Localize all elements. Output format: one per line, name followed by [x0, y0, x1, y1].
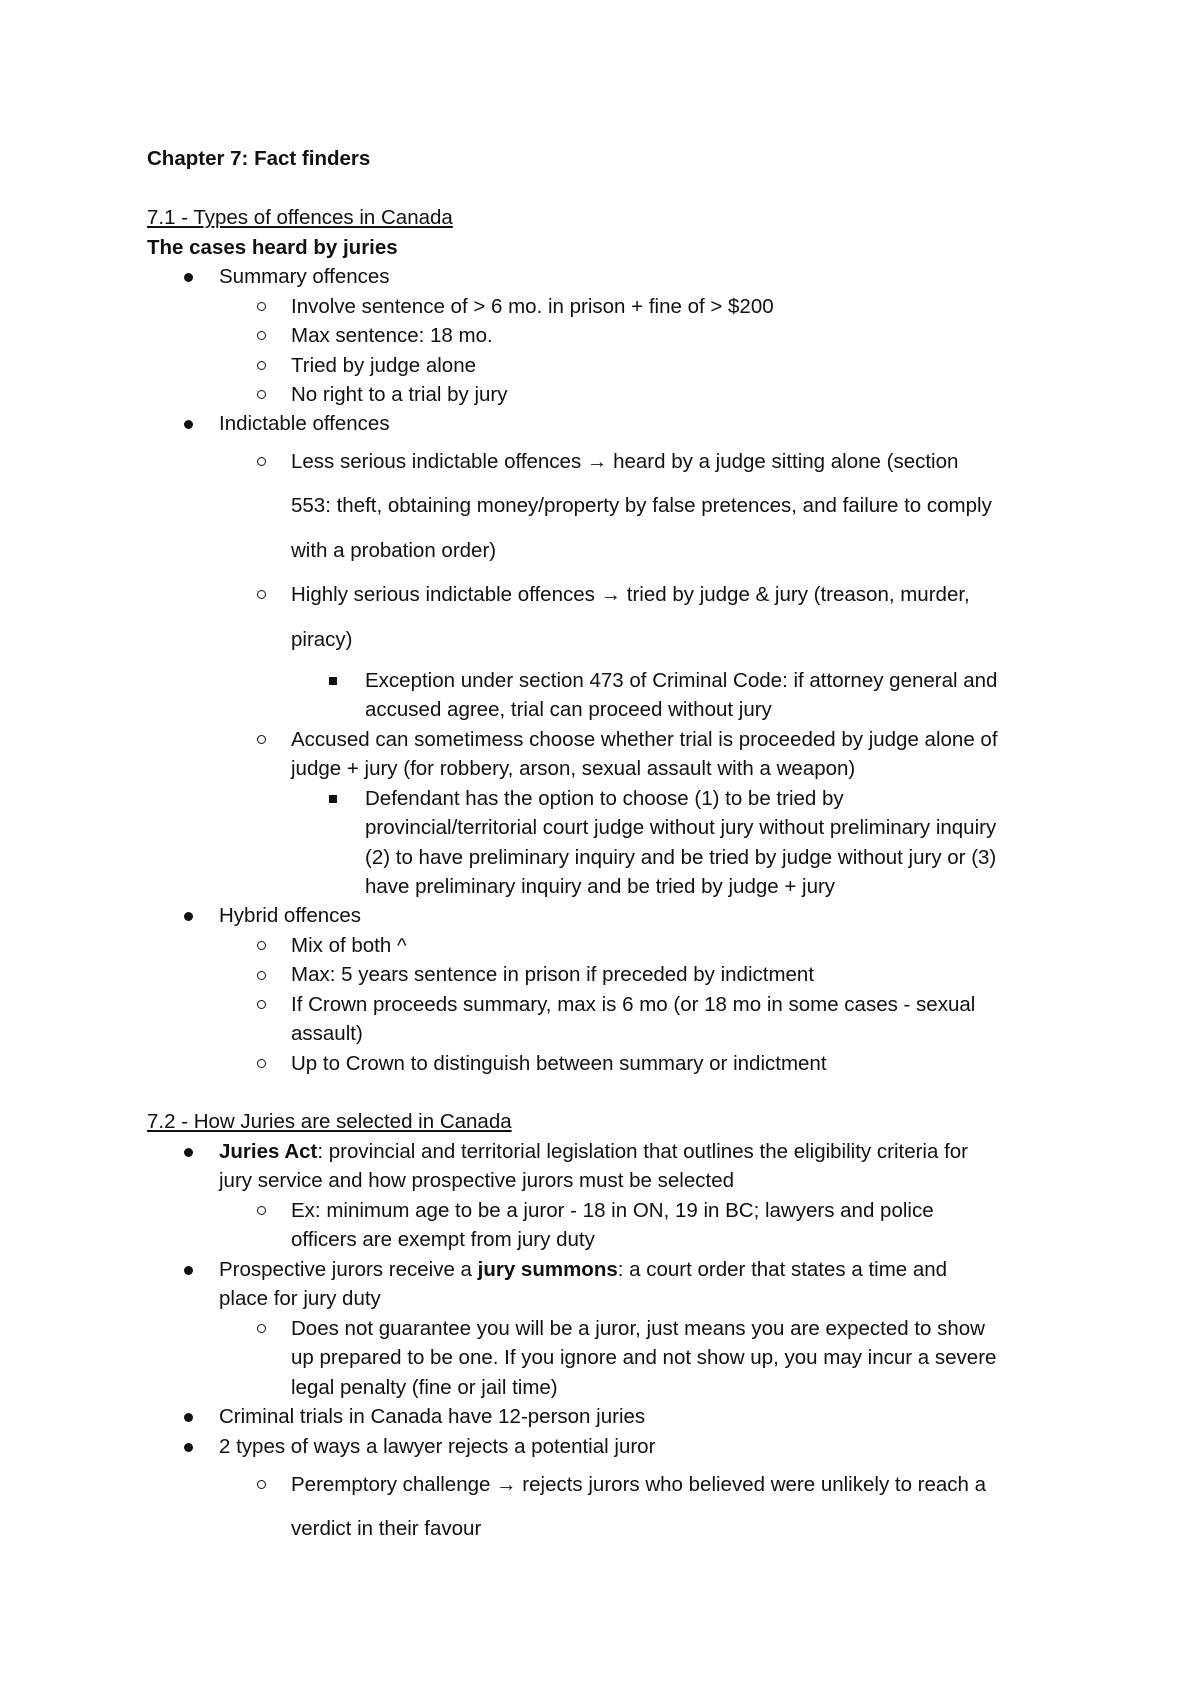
circle-bullet [257, 735, 266, 744]
disc-bullet [184, 912, 193, 921]
circle-bullet [257, 1206, 266, 1215]
section-7-2-heading: 7.2 - How Juries are selected in Canada [147, 1110, 512, 1133]
guarantee-line-3: legal penalty (fine or jail time) [291, 1376, 558, 1399]
circle-bullet [257, 331, 266, 340]
two-types-line: 2 types of ways a lawyer rejects a potential juror [219, 1435, 656, 1458]
crown-summary-line-2: assault) [291, 1022, 363, 1045]
circle-bullet [257, 1480, 266, 1489]
circle-bullet [257, 1324, 266, 1333]
section-7-1-subheading: The cases heard by juries [147, 236, 398, 259]
option-line-4: have preliminary inquiry and be tried by judge + jury [365, 875, 836, 898]
option-line-3: (2) to have preliminary inquiry and be tried by judge without jury or (3) [365, 846, 997, 869]
crown-summary-line-1: If Crown proceeds summary, max is 6 mo (or 18 mo in some cases - sexual [291, 993, 976, 1016]
summary-item-2: Max sentence: 18 mo. [291, 324, 493, 347]
disc-bullet [184, 1148, 193, 1157]
highly-serious-line-2: piracy) [291, 628, 353, 651]
summary-offences-label: Summary offences [219, 265, 390, 288]
exception-line-1: Exception under section 473 of Criminal Code: if attorney general and [365, 669, 998, 692]
circle-bullet [257, 390, 266, 399]
disc-bullet [184, 1413, 193, 1422]
disc-bullet [184, 420, 193, 429]
juries-act-term: Juries Act [219, 1140, 318, 1163]
highly-serious-line-1: Highly serious indictable offences → tried by judge & jury (treason, murder, [291, 583, 970, 606]
circle-bullet [257, 361, 266, 370]
peremptory-line-2: verdict in their favour [291, 1517, 482, 1540]
example-line-1: Ex: minimum age to be a juror - 18 in ON, 19 in BC; lawyers and police [291, 1199, 934, 1222]
option-line-2: provincial/territorial court judge without jury without preliminary inquiry [365, 816, 997, 839]
square-bullet [329, 795, 337, 803]
twelve-person-juries: Criminal trials in Canada have 12-person juries [219, 1405, 646, 1428]
hybrid-offences-label: Hybrid offences [219, 904, 362, 927]
peremptory-line-1: Peremptory challenge → rejects jurors who believed were unlikely to reach a [291, 1473, 987, 1496]
summons-line-1 [219, 1255, 947, 1285]
chapter-title: Chapter 7: Fact finders [147, 147, 371, 170]
summons-text-after: : a court order that states a time and [617, 1258, 948, 1281]
guarantee-line-1: Does not guarantee you will be a juror, just means you are expected to show [291, 1317, 985, 1340]
juries-act-line-1 [219, 1137, 968, 1167]
circle-bullet [257, 1000, 266, 1009]
circle-bullet [257, 590, 266, 599]
circle-bullet [257, 457, 266, 466]
summary-item-1: Involve sentence of > 6 mo. in prison + fine of > $200 [291, 295, 774, 318]
less-serious-line-2: 553: theft, obtaining money/property by false pretences, and failure to comply [291, 494, 992, 517]
hybrid-item-1: Mix of both ^ [291, 934, 407, 957]
disc-bullet [184, 1266, 193, 1275]
circle-bullet [257, 302, 266, 311]
square-bullet [329, 677, 337, 685]
summons-text-before: Prospective jurors receive a [219, 1258, 478, 1281]
exception-line-2: accused agree, trial can proceed without jury [365, 698, 772, 721]
choose-line-1: Accused can sometimess choose whether trial is proceeded by judge alone of [291, 728, 998, 751]
summary-item-4: No right to a trial by jury [291, 383, 508, 406]
circle-bullet [257, 1059, 266, 1068]
section-7-1-heading: 7.1 - Types of offences in Canada [147, 206, 453, 229]
circle-bullet [257, 971, 266, 980]
less-serious-line-3: with a probation order) [291, 539, 497, 562]
circle-bullet [257, 941, 266, 950]
hybrid-item-2: Max: 5 years sentence in prison if preceded by indictment [291, 963, 815, 986]
hybrid-last-item: Up to Crown to distinguish between summary or indictment [291, 1052, 827, 1075]
juries-act-line-2: jury service and how prospective jurors must be selected [219, 1169, 735, 1192]
summons-line-2: place for jury duty [219, 1287, 381, 1310]
disc-bullet [184, 1443, 193, 1452]
choose-line-2: judge + jury (for robbery, arson, sexual assault with a weapon) [291, 757, 856, 780]
disc-bullet [184, 273, 193, 282]
example-line-2: officers are exempt from jury duty [291, 1228, 595, 1251]
guarantee-line-2: up prepared to be one. If you ignore and not show up, you may incur a severe [291, 1346, 997, 1369]
less-serious-line-1: Less serious indictable offences → heard by a judge sitting alone (section [291, 450, 959, 473]
option-line-1: Defendant has the option to choose (1) to be tried by [365, 787, 844, 810]
summary-item-3: Tried by judge alone [291, 354, 477, 377]
indictable-offences-label: Indictable offences [219, 412, 390, 435]
juries-act-definition: : provincial and territorial legislation that outlines the eligibility criteria for [317, 1140, 968, 1163]
jury-summons-term: jury summons [477, 1258, 618, 1281]
